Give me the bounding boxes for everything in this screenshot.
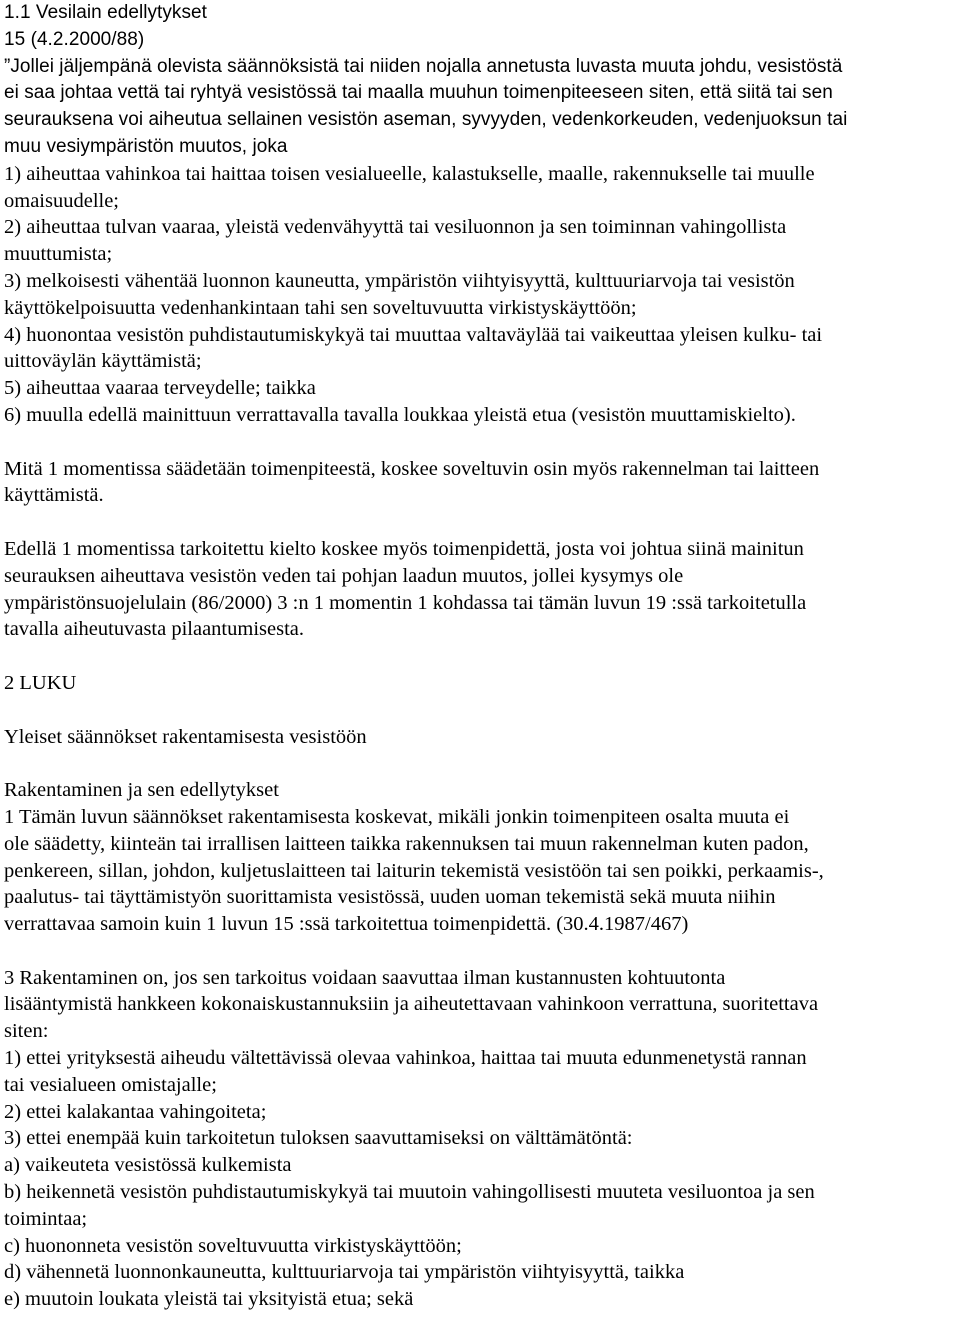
paragraph-line: penkereen, sillan, johdon, kuljetuslaitteen tai laiturin tekemistä vesistöön tai sen poikki, perkaamis-,: [4, 859, 824, 882]
text-line: ei saa johtaa vettä tai ryhtyä vesistössä tai maalla muuhun toimenpiteeseen siten, että siitä tai sen: [4, 82, 833, 104]
paragraph-gap: [4, 429, 958, 456]
list-item-line: a) vaikeuteta vesistössä kulkemista: [4, 1154, 292, 1177]
paragraph-line: Edellä 1 momentissa tarkoitettu kielto koskee myös toimenpidettä, josta voi johtua siinä mainitun: [4, 537, 804, 560]
paragraph-gap: [4, 509, 958, 536]
paragraph-line: tavalla aiheutuvasta pilaantumisesta.: [4, 618, 304, 641]
list-item-line: uittoväylän käyttämistä;: [4, 350, 202, 373]
paragraph-line: ole säädetty, kiinteän tai irrallisen laitteen taikka rakennuksen tai muun rakennelman kuten padon,: [4, 832, 809, 855]
paragraph-line: siten:: [4, 1020, 49, 1043]
list-item-line: tai vesialueen omistajalle;: [4, 1073, 217, 1096]
chapter-number: 2 LUKU: [4, 671, 77, 694]
list-item-line: toimintaa;: [4, 1207, 88, 1230]
paragraph-line: ympäristönsuojelulain (86/2000) 3 :n 1 momentin 1 kohdassa tai tämän luvun 19 :ssä tarkoitetulla: [4, 591, 807, 614]
list-item-line: c) huononneta vesistön soveltuvuutta virkistyskäyttöön;: [4, 1234, 462, 1257]
list-item-line: 1) aiheuttaa vahinkoa tai haittaa toisen vesialueelle, kalastukselle, maalle, rakennukselle tai muulle: [4, 162, 815, 185]
document-page: [4, 0, 958, 1313]
paragraph-gap: [4, 938, 958, 965]
list-item-line: 5) aiheuttaa vaaraa terveydelle; taikka: [4, 377, 316, 400]
paragraph-line: seurauksen aiheuttava vesistön veden tai pohjan laadun muutos, jollei kysymys ole: [4, 564, 684, 587]
chapter-title: Yleiset säännökset rakentamisesta vesistöön: [4, 725, 367, 748]
paragraph-line: käyttämistä.: [4, 484, 104, 507]
paragraph-line: paalutus- tai täyttämistyön suorittamista vesistössä, uuden uoman tekemistä sekä muuta niihin: [4, 886, 776, 909]
text-line: ”Jollei jäljempänä olevista säännöksistä tai niiden nojalla annetusta luvasta muuta johdu, vesistöstä: [4, 55, 843, 77]
text-line: seurauksena voi aiheutua sellainen vesistön aseman, syvyyden, vedenkorkeuden, vedenjuoksun tai: [4, 109, 848, 131]
paragraph-line: lisääntymistä hankkeen kokonaiskustannuksiin ja aiheutettavaan vahinkoon verrattuna, suoritettava: [4, 993, 819, 1016]
list-item-line: b) heikennetä vesistön puhdistautumiskykyä tai muutoin vahingollisesti muuteta vesiluontoa ja sen: [4, 1181, 815, 1204]
list-item-line: 1) ettei yrityksestä aiheudu vältettävissä olevaa vahinkoa, haittaa tai muuta edunmenetystä rannan: [4, 1047, 807, 1070]
list-item-line: 6) muulla edellä mainittuun verrattavalla tavalla loukkaa yleistä etua (vesistön muuttamiskielto).: [4, 403, 796, 426]
list-item-line: d) vähennetä luonnonkauneutta, kulttuuriarvoja tai ympäristön viihtyisyyttä, taikka: [4, 1261, 685, 1284]
paragraph-line: 1 Tämän luvun säännökset rakentamisesta koskevat, mikäli jonkin toimenpiteen osalta muuta ei: [4, 805, 790, 828]
paragraph-line: Mitä 1 momentissa säädetään toimenpiteestä, koskee soveltuvin osin myös rakennelman tai laitteen: [4, 457, 820, 480]
list-item-line: käyttökelpoisuutta vedenhankintaan tahi sen soveltuvuutta virkistyskäyttöön;: [4, 296, 637, 319]
paragraph-line: 3 Rakentaminen on, jos sen tarkoitus voidaan saavuttaa ilman kustannusten kohtuutonta: [4, 966, 726, 989]
section-number-line: 15 (4.2.2000/88): [4, 28, 145, 50]
paragraph-gap: [4, 750, 958, 777]
list-item-line: 3) melkoisesti vähentää luonnon kauneutta, ympäristön viihtyisyyttä, kulttuuriarvoja tai vesistön: [4, 269, 795, 292]
paragraph-gap: [4, 643, 958, 670]
list-item-line: omaisuudelle;: [4, 189, 120, 212]
list-item-line: 4) huonontaa vesistön puhdistautumiskykyä tai muuttaa valtaväylää tai vaikeuttaa yleisen kulku- tai: [4, 323, 823, 346]
text-line: muu vesiympäristön muutos, joka: [4, 135, 288, 157]
subheading: Rakentaminen ja sen edellytykset: [4, 779, 279, 802]
list-item-line: 2) ettei kalakantaa vahingoiteta;: [4, 1100, 267, 1123]
paragraph-line: verrattavaa samoin kuin 1 luvun 15 :ssä tarkoitettua toimenpidettä. (30.4.1987/467): [4, 913, 689, 936]
list-item-line: 3) ettei enempää kuin tarkoitetun tuloksen saavuttamiseksi on välttämätöntä:: [4, 1127, 633, 1150]
paragraph-gap: [4, 697, 958, 724]
list-item-line: e) muutoin loukata yleistä tai yksityistä etua; sekä: [4, 1288, 414, 1311]
list-item-line: 2) aiheuttaa tulvan vaaraa, yleistä vedenvähyyttä tai vesiluonnon ja sen toiminnan vahingollista: [4, 216, 787, 239]
section-heading: 1.1 Vesilain edellytykset: [4, 2, 207, 23]
list-item-line: muuttumista;: [4, 243, 113, 266]
